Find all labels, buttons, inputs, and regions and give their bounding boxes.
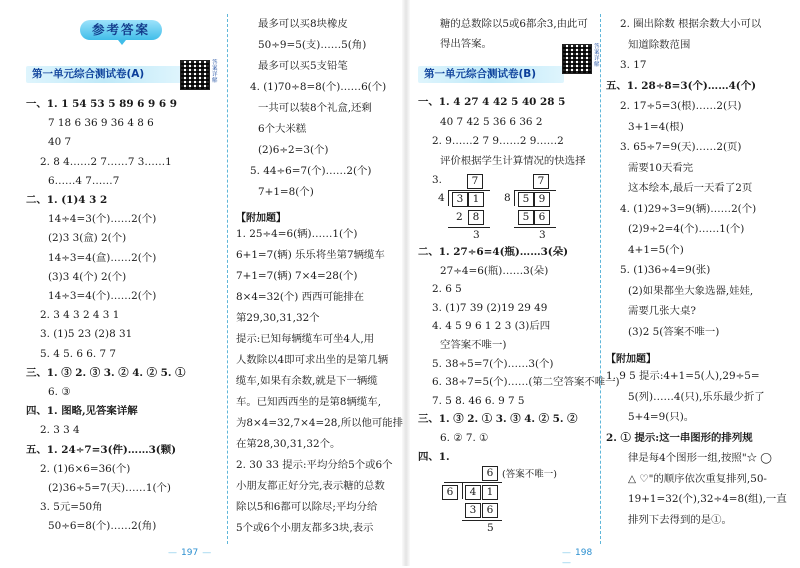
answer-line: 最多可以买5支铅笔 [258,60,348,72]
answer-line: 提示:已知每辆缆车可坐4人,用 [236,333,375,345]
answer-line: 40 7 42 5 36 6 36 2 [440,115,543,128]
answer-line: 14÷4=3(个)……2(个) [48,213,157,226]
division2-divisor: 8 [504,192,511,204]
answer-line: 3. 65÷7=9(天)……2(页) [620,141,742,153]
puzzle-dividend-tens: 4 [465,485,481,500]
answer-line: 5. (1)36÷4=9(张) [620,264,711,276]
answer-line: 人数除以4即可求出坐的是第几辆 [236,354,389,366]
answer-line: 1. 9 5 提示:4+1=5(人),29÷5= [606,370,760,382]
answer-line: 得出答案。 [440,38,492,50]
division2-quotient: 7 [533,174,549,189]
qr-label-2: 答案详解 [594,44,600,68]
page-number-left: — 197 — [164,548,215,558]
answer-line: (2)36÷5=7(天)……1(个) [48,482,171,494]
answer-line: 二、1. (1)4 3 2 [26,194,108,206]
answer-line: 最多可以买8块橡皮 [258,18,348,30]
answer-line: 7 18 6 36 9 36 4 8 6 [48,117,154,130]
answer-line: 排列下去得到的是①。 [628,513,732,526]
answer-line: 2. 圈出除数 根据余数大小可以 [620,18,762,30]
puzzle-product-ones: 6 [482,503,498,518]
answer-line: 27÷4=6(瓶)……3(朵) [440,264,549,277]
puzzle-remainder: 5 [487,522,494,534]
division2-product-tens: 5 [518,210,534,225]
answer-line: 三、1. ③ 2. ① 3. ③ 4. ② 5. ② [418,413,578,426]
column-divider-2 [600,14,601,544]
answer-line: 1. 25÷4=6(辆)……1(个) [236,228,358,240]
answer-line: 糖的总数除以5或6都余3,由此可 [440,18,588,30]
division2-remainder: 3 [539,229,546,241]
answer-line: 4. 4 5 9 6 1 2 3 (3)后四 [432,320,551,333]
division1-quotient: 7 [467,174,483,189]
answer-line: 在第28,30,31,32个。 [236,438,341,450]
page-number-right: — 198 — [558,548,598,568]
answer-line: 6. ③ [48,386,71,398]
answer-line: (2)6÷2=3(个) [258,144,329,156]
column-2 [236,0,404,566]
answer-line: 知道除数范围 [628,38,691,51]
answer-line: 50÷6=8(个)……2(角) [48,520,157,533]
answer-line: 四、1. [418,450,450,463]
answer-line: 五、1. 24÷7=3(件)……3(颗) [26,443,177,456]
answer-line: 7. 5 8. 46 6. 9 7 5 [432,394,525,407]
answer-line: 2. 3 3 4 [40,424,80,437]
puzzle-note: (答案不唯一) [502,469,557,480]
puzzle-divisor: 6 [442,485,458,500]
puzzle-product-tens: 3 [465,503,481,518]
answer-line: 2. (1)6×6=36(个) [40,462,131,475]
qr-label: 答案详解 [212,60,218,84]
answer-line: (3)2 5(答案不唯一) [628,325,720,338]
column-3 [418,0,620,566]
answer-line: 5+4=9(只)。 [628,411,695,423]
answer-line: 3. [432,174,442,186]
division1-remainder: 3 [473,229,480,241]
answer-line: 6个大米糕 [258,123,307,135]
answer-line: 2. ① 提示:这一串图形的排列规 [606,431,753,444]
answer-line: 小朋友都正好分完,表示糖的总数 [236,480,385,492]
answer-line: 7+1=8(个) [258,186,314,198]
answer-line: 三、1. ③ 2. ③ 3. ② 4. ② 5. ① [26,366,186,379]
answer-line: 5. 4 5. 6 6. 7 7 [40,347,117,360]
answer-line: 19+1=32(个),32÷4=8(组),一直 [628,493,787,505]
answer-line: 5. 44÷6=7(个)……2(个) [250,165,372,177]
answer-line: 空答案不唯一) [440,339,507,351]
answer-line: 4+1=5(个) [628,243,684,256]
answer-line: 车。已知西西坐的是第8辆缆车, [236,396,381,408]
answer-line: 3. 5元=50角 [40,501,103,514]
answer-line: 6. ② 7. ① [440,432,489,444]
answer-line: (2)如果都坐大象选器,娃娃, [628,284,754,297]
qr-code-icon-2 [562,44,592,74]
answer-line: 一、1. 1 54 53 5 89 6 9 6 9 [26,98,177,110]
answer-line: 评价根据学生计算情况的快选择 [440,154,586,167]
answer-line: 2. 3 4 3 2 4 3 1 [40,309,120,322]
answer-line: 为8×4=32,7×4=28,所以他可能排 [236,417,404,429]
answer-line: 除以5和6都可以除尽;平均分给 [236,501,378,513]
answer-line: 6……4 7……7 [48,174,120,187]
answer-line: 一共可以装8个礼盒,还剩 [258,102,372,114]
answer-line: 5. 38÷5=7(个)……3(个) [432,357,554,370]
division1-product-tens: 2 [456,211,463,223]
answer-line: (2)3 3(盒) 2(个) [48,232,127,245]
division1-dividend-tens: 3 [452,192,468,207]
division2-dividend-ones: 9 [534,192,550,207]
answer-line: (3)3 4(个) 2(个) [48,270,127,283]
qr-code-icon [180,60,210,90]
answer-line: 3+1=4(根) [628,120,684,133]
answer-line: 14÷3=4(个)……2(个) [48,290,157,302]
bonus-title-2: 【附加题】 [606,354,656,365]
answer-line: 2. 9……2 7 9……2 9……2 [432,135,564,147]
answer-line: 这本绘本,最后一天看了2页 [628,182,753,194]
section-title-b: 第一单元综合测试卷(B) [418,66,564,83]
puzzle-top-box: 6 [482,466,498,481]
answers-badge: 参考答案 [80,20,162,40]
division1-dividend-ones: 1 [468,192,484,207]
column-4 [606,0,791,566]
answer-line: 3. 17 [620,59,647,71]
division2-product-ones: 6 [534,210,550,225]
answer-line: 6+1=7(辆) 乐乐将坐第7辆缆车 [236,249,385,261]
answer-line: 2. 30 33 提示:平均分给5个或6个 [236,459,393,471]
answer-line: 50÷9=5(支)……5(角) [258,39,367,51]
division1-product-ones: 8 [468,210,484,225]
answer-line: 需要几张大桌? [628,305,696,317]
answer-line: 需要10天看完 [628,161,694,174]
page-gutter [402,0,410,566]
answer-line: 2. 6 5 [432,283,462,296]
answer-line: 8×4=32(个) 西西可能排在 [236,291,364,303]
answer-line: 第29,30,31,32个 [236,312,320,324]
answer-line: (2)9÷2=4(个)……1(个) [628,223,745,235]
badge-pointer-icon [118,40,126,45]
answer-line: 14÷3=4(盒)……2(个) [48,251,157,264]
answer-line: 2. 17÷5=3(根)……2(只) [620,100,742,112]
division1-divisor: 4 [438,192,445,204]
answer-line: 3. (1)7 39 (2)19 29 49 [432,301,548,314]
column-1 [26,0,221,566]
answer-line: 40 7 [48,136,72,149]
bonus-title-1: 【附加题】 [236,213,286,224]
answer-line: 律是每4个图形一组,按照"☆ ◯ [628,452,772,464]
answer-line: △ ♡"的顺序依次重复排列,50- [628,472,767,485]
answer-line: 缆车,如果有余数,就是下一辆缆 [236,375,378,387]
answer-line: 2. 8 4……2 7……7 3……1 [40,155,172,168]
answer-line: 5个或6个小朋友都多3块,表示 [236,522,374,534]
answer-line: 4. (1)29÷3=9(辆)……2(个) [620,202,757,215]
puzzle-dividend-ones: 1 [482,485,498,500]
column-divider [227,14,228,544]
answer-line: 5(列)……4(只),乐乐最少折了 [628,390,765,403]
answer-line: 一、1. 4 27 4 42 5 40 28 5 [418,96,566,108]
answer-line: 五、1. 28÷8=3(个)……4(个) [606,79,757,92]
section-title-a: 第一单元综合测试卷(A) [26,66,182,83]
answer-line: 3. (1)5 23 (2)8 31 [40,328,133,341]
answer-line: 6. 38÷7=5(个)……(第二空答案不唯一) [432,376,620,389]
answer-line: 四、1. 图略,见答案详解 [26,405,138,418]
answer-line: 4. (1)70÷8=8(个)……6(个) [250,81,387,93]
answer-line: 二、1. 27÷6=4(瓶)……3(朵) [418,246,569,258]
answer-line: 7+1=7(辆) 7×4=28(个) [236,270,358,282]
division2-dividend-tens: 5 [518,192,534,207]
